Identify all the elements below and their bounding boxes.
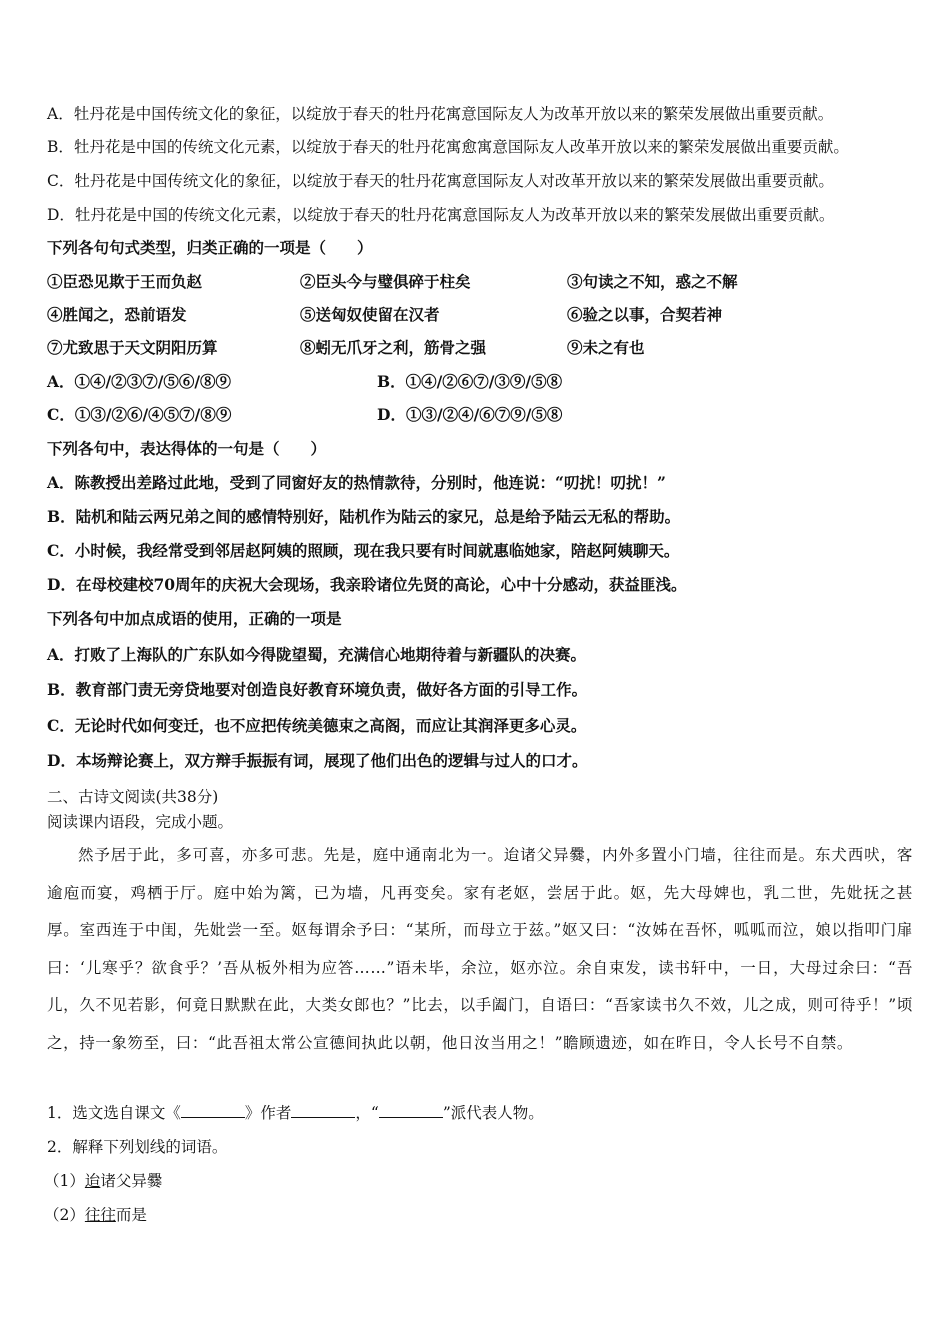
option-a: A．陈教授出差路过此地，受到了同窗好友的热情款待，分别时，他连说：“叨扰！叨扰！” bbox=[47, 473, 666, 492]
answer-blank[interactable] bbox=[181, 1102, 245, 1118]
answer-blank[interactable] bbox=[291, 1102, 355, 1118]
question-stem: 下列各句中加点成语的使用，正确的一项是 bbox=[47, 609, 342, 628]
option-b: B．教育部门责无旁贷地要对创造良好教育环境负责，做好各方面的引导工作。 bbox=[47, 680, 588, 699]
sentence-item: ⑥验之以事，合契若神 bbox=[567, 305, 723, 324]
underlined-word: 迨 bbox=[503, 846, 521, 864]
reading-instruction: 阅读课内语段，完成小题。 bbox=[47, 813, 234, 831]
option-d: D．牡丹花是中国的传统文化元素，以绽放于春天的牡丹花寓意国际友人为改革开放以来的繁荣发展做出重要贡献。 bbox=[47, 206, 835, 224]
question-stem: 下列各句句式类型，归类正确的一项是（ ） bbox=[47, 238, 373, 257]
sentence-item: ③句读之不知，惑之不解 bbox=[567, 272, 738, 291]
sentence-item: ⑨未之有也 bbox=[567, 338, 645, 357]
answer-blank[interactable] bbox=[379, 1102, 443, 1118]
option-c: C．小时候，我经常受到邻居赵阿姨的照顾，现在我只要有时间就惠临她家，陪赵阿姨聊天。 bbox=[47, 541, 680, 560]
question-1: 1．选文选自课文《 》作者 ，“ ”派代表人物。 bbox=[47, 1104, 544, 1122]
option-a: A．①④/②③⑦/⑤⑥/⑧⑨ bbox=[47, 372, 232, 391]
underlined-word: 往往 bbox=[733, 846, 766, 864]
option-a: A．打败了上海队的广东队如今得陇望蜀，充满信心地期待着与新疆队的决赛。 bbox=[47, 645, 587, 664]
option-b: B．①④/②⑥⑦/③⑨/⑤⑧ bbox=[377, 372, 563, 391]
underlined-word: 迨 bbox=[84, 1172, 101, 1190]
option-c: C．①③/②⑥/④⑤⑦/⑧⑨ bbox=[47, 405, 232, 424]
sentence-item: ⑧蚓无爪牙之利，筋骨之强 bbox=[300, 338, 487, 357]
option-b: B．陆机和陆云两兄弟之间的感情特别好，陆机作为陆云的家兄，总是给予陆云无私的帮助。 bbox=[47, 507, 681, 526]
underlined-word: 往往 bbox=[84, 1206, 116, 1224]
option-c: C．无论时代如何变迁，也不应把传统美德束之高阁，而应让其润泽更多心灵。 bbox=[47, 716, 587, 735]
question-stem: 下列各句中，表达得体的一句是（ ） bbox=[47, 439, 327, 458]
sentence-item: ②臣头今与璧俱碎于柱矣 bbox=[300, 272, 471, 291]
question-2: 2．解释下列划线的词语。 bbox=[47, 1138, 228, 1156]
option-d: D．本场辩论赛上，双方辩手振振有词，展现了他们出色的逻辑与过人的口才。 bbox=[47, 751, 588, 770]
option-a: A．牡丹花是中国传统文化的象征，以绽放于春天的牡丹花寓意国际友人为改革开放以来的繁荣发展做出重要贡献。 bbox=[47, 105, 834, 123]
option-c: C．牡丹花是中国传统文化的象征，以绽放于春天的牡丹花寓意国际友人对改革开放以来的繁荣发展做出重要贡献。 bbox=[47, 172, 834, 190]
sentence-item: ⑦尤致思于天文阴阳历算 bbox=[47, 338, 218, 357]
sentence-item: ⑤送匈奴使留在汉者 bbox=[300, 305, 440, 324]
option-b: B．牡丹花是中国的传统文化元素，以绽放于春天的牡丹花寓愈寓意国际友人改革开放以来的繁荣发展做出重要贡献。 bbox=[47, 138, 849, 156]
question-2-item-1: （1）迨诸父异爨 bbox=[44, 1172, 163, 1190]
option-d: D．①③/②④/⑥⑦⑨/⑤⑧ bbox=[377, 405, 563, 424]
sentence-item: ①臣恐见欺于王而负赵 bbox=[47, 272, 203, 291]
option-d: D．在母校建校70周年的庆祝大会现场，我亲聆诸位先贤的高论，心中十分感动，获益匪浅。 bbox=[47, 575, 687, 594]
sentence-item: ④胜闻之，恐前语发 bbox=[47, 305, 187, 324]
question-2-item-2: （2）往往而是 bbox=[44, 1206, 147, 1224]
classical-passage: 然予居于此，多可喜，亦多可悲。先是，庭中通南北为一。迨诸父异爨，内外多置小门墙，往往而是。东犬西吠，客逾庖而宴，鸡栖于厅。庭中始为篱，已为墙，凡再变矣。家有老妪，尝居于此。妪，先大母婢也，乳二世，先妣抚之甚厚。室西连于中闺，先妣尝一至。妪每谓余予曰：“某所，而母立于兹。”妪又曰：“汝姊在吾怀，呱呱而泣，娘以指叩门扉曰：‘儿寒乎？欲食乎？’吾从板外相为应答……”语未毕，余泣，妪亦泣。余自束发，读书轩中，一日，大母过余曰：“吾儿，久不见若影，何竟日默默在此，大类女郎也？”比去，以手阖门，自语曰：“吾家读书久不效，儿之成，则可待乎！”顷之，持一象笏至，曰：“此吾祖太常公宣德间执此以朝，他日汝当用之！”瞻顾遗迹，如在昨日，令人长号不自禁。 bbox=[47, 846, 913, 1052]
section-heading: 二、古诗文阅读(共38分) bbox=[47, 788, 219, 806]
